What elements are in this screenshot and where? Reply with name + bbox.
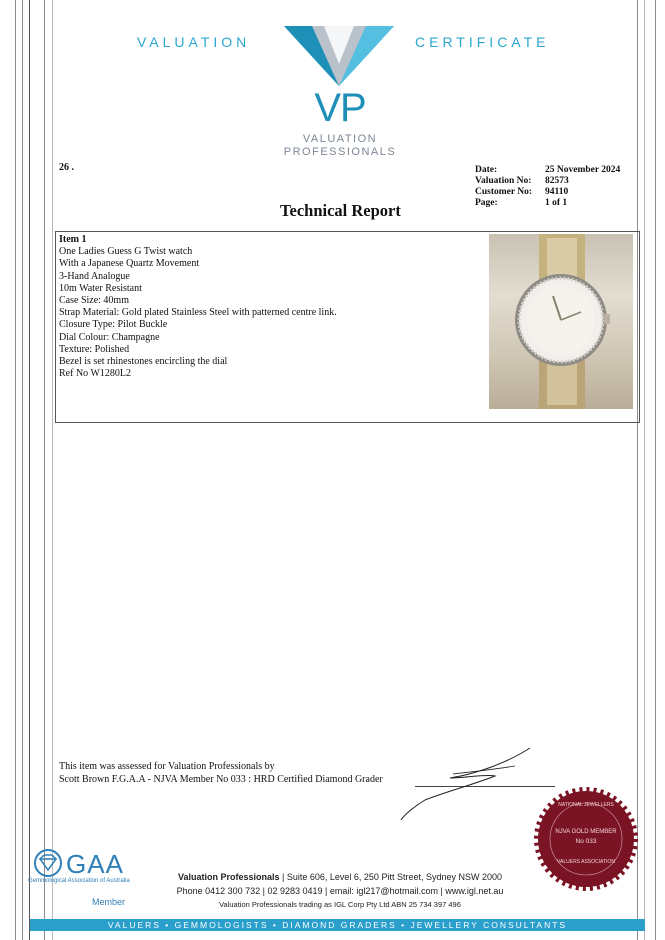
meta-value: 94110 [545, 187, 569, 197]
margin-line [52, 0, 53, 940]
item-line: Strap Material: Gold plated Stainless Steel with patterned centre link. [59, 307, 337, 319]
bottom-bar: VALUERS • GEMMOLOGISTS • DIAMOND GRADERS • JEWELLERY CONSULTANTS [30, 919, 645, 931]
margin-line [15, 0, 16, 940]
margin-line [22, 0, 23, 940]
report-title: Technical Report [280, 201, 401, 220]
margin-line [29, 0, 30, 940]
item-heading: Item 1 [59, 234, 87, 245]
meta-row [475, 187, 620, 198]
meta-label: Valuation No: [475, 176, 532, 186]
meta-value: 25 November 2024 [545, 165, 621, 175]
footer-contact: Phone 0412 300 732 | 02 9283 0419 | email: igl217@hotmail.com | www.igl.net.au [176, 886, 504, 896]
gaa-emblem-icon [31, 848, 65, 878]
item-line: Texture: Polished [59, 343, 130, 355]
meta-label: Customer No: [475, 187, 533, 197]
meta-label: Date: [475, 165, 498, 175]
footer [150, 870, 530, 912]
report-meta [475, 165, 620, 209]
watch-photo [489, 234, 633, 409]
assessment-line1: This item was assessed for Valuation Professionals by [59, 761, 275, 772]
page-number: 26 . [59, 162, 74, 173]
watch-icon [489, 234, 633, 409]
gaa-member: Member [92, 897, 126, 907]
margin-line [655, 0, 656, 940]
meta-row [475, 165, 620, 176]
meta-value: 82573 [545, 176, 569, 186]
seal-top-text: NATIONAL JEWELLERS [558, 802, 614, 808]
footer-address: | Suite 606, Level 6, 250 Pitt Street, Sydney NSW 2000 [279, 872, 502, 882]
seal-middle-1: NJVA GOLD MEMBER [555, 829, 617, 835]
margin-line [44, 0, 45, 940]
meta-label: Page: [475, 198, 498, 208]
assessment [59, 761, 383, 786]
footer-company: Valuation Professionals [178, 872, 280, 882]
item-line: Closure Type: Pilot Buckle [59, 319, 168, 331]
footer-trading: Valuation Professionals trading as IGL Corp Pty Ltd ABN 25 734 397 496 [219, 900, 461, 909]
item-line: Ref No W1280L2 [59, 368, 132, 380]
gaa-name: GAA [66, 849, 124, 879]
meta-row [475, 176, 620, 187]
header-certificate: CERTIFICATE [415, 34, 550, 50]
item-line: 10m Water Resistant [59, 282, 142, 294]
diamond-logo-icon [282, 20, 396, 90]
item-line: Dial Colour: Champagne [59, 331, 160, 343]
margin-line [644, 0, 645, 940]
logo-line2: PROFESSIONALS [283, 146, 397, 158]
seal-middle-2: No 033 [575, 838, 597, 845]
item-line: Bezel is set rhinestones encircling the dial [59, 356, 228, 368]
signature [395, 744, 545, 824]
gaa-sub: Gemmological Association of Australia [28, 878, 130, 884]
item-line: Case Size: 40mm [59, 295, 129, 307]
footer-line1 [150, 870, 530, 884]
item-description [59, 234, 479, 380]
item-line: With a Japanese Quartz Movement [59, 258, 200, 270]
header-valuation: VALUATION [137, 34, 251, 50]
vp-logo-letters: VP [314, 86, 366, 130]
seal-bottom-text: VALUERS ASSOCIATION [557, 859, 615, 865]
assessment-line2: Scott Brown F.G.A.A - NJVA Member No 033 : HRD Certified Diamond Grader [59, 773, 383, 785]
meta-value: 1 of 1 [545, 198, 568, 208]
item-line: One Ladies Guess G Twist watch [59, 246, 193, 258]
logo-line1: VALUATION [302, 133, 378, 145]
meta-row [475, 198, 620, 209]
item-line: 3-Hand Analogue [59, 270, 130, 282]
